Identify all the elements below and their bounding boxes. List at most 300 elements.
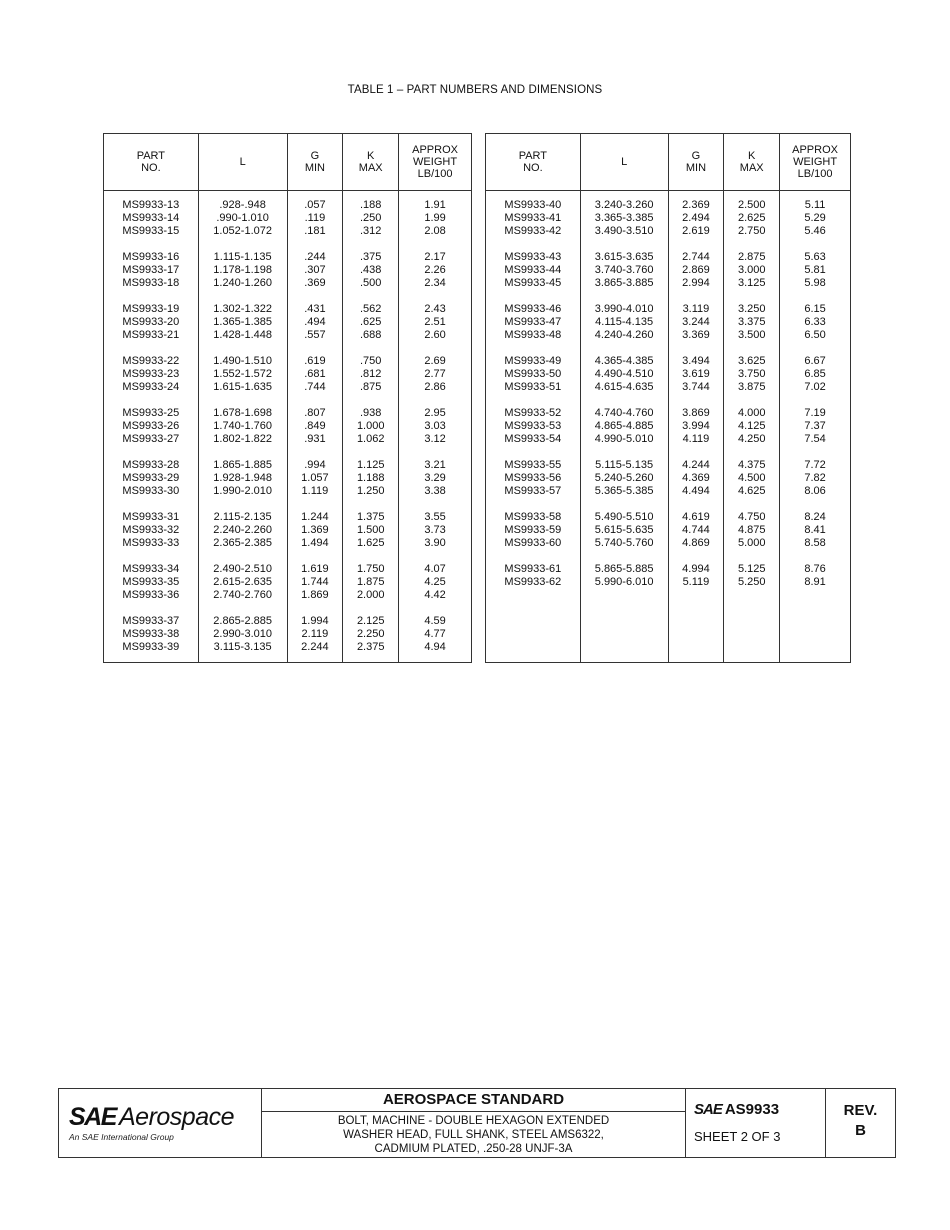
- k-max-cell: 3.500: [724, 329, 780, 342]
- length-cell: 1.678-1.698: [198, 407, 287, 420]
- weight-cell: 8.24: [780, 511, 851, 524]
- weight-cell: 2.86: [399, 381, 472, 394]
- table-row: [104, 329, 472, 342]
- length-cell: .928-.948: [198, 199, 287, 212]
- length-cell: 1.302-1.322: [198, 303, 287, 316]
- k-max-cell: .938: [343, 407, 399, 420]
- part-number-cell: MS9933-61: [504, 563, 562, 575]
- g-min-cell: 2.869: [668, 264, 724, 277]
- spacer-cell: [668, 641, 724, 654]
- spacer-cell: [668, 589, 724, 602]
- part-number-cell: MS9933-34: [122, 563, 180, 575]
- length-cell: 5.865-5.885: [580, 563, 668, 576]
- part-number-cell: MS9933-16: [122, 251, 180, 263]
- weight-cell: 4.77: [399, 628, 472, 641]
- weight-cell: 7.72: [780, 459, 851, 472]
- spacer-row: [104, 290, 472, 303]
- spacer-cell: [668, 498, 724, 511]
- weight-cell: 2.51: [399, 316, 472, 329]
- spacer-cell: [724, 238, 780, 251]
- g-min-cell: .931: [287, 433, 343, 446]
- k-max-cell: 3.875: [724, 381, 780, 394]
- description-line: CADMIUM PLATED, .250-28 UNJF-3A: [374, 1143, 573, 1155]
- spacer-row: [104, 342, 472, 355]
- table-row: [486, 381, 851, 394]
- spacer-cell: [580, 550, 668, 563]
- length-cell: 3.740-3.760: [580, 264, 668, 277]
- spacer-cell: [287, 602, 343, 615]
- header-k-max: K MAX: [343, 134, 399, 191]
- length-cell: 4.365-4.385: [580, 355, 668, 368]
- spacer-cell: [580, 498, 668, 511]
- spacer-cell: [198, 191, 287, 200]
- weight-cell: 4.42: [399, 589, 472, 602]
- table-row: [104, 355, 472, 368]
- k-max-cell: 4.125: [724, 420, 780, 433]
- g-min-cell: .307: [287, 264, 343, 277]
- length-cell: 5.615-5.635: [580, 524, 668, 537]
- weight-cell: 2.26: [399, 264, 472, 277]
- g-min-cell: 2.619: [668, 225, 724, 238]
- spacer-cell: [780, 602, 851, 615]
- spacer-cell: [104, 191, 199, 200]
- g-min-cell: .431: [287, 303, 343, 316]
- spacer-cell: [668, 654, 724, 663]
- part-number-cell: MS9933-35: [122, 576, 180, 588]
- k-max-cell: 1.125: [343, 459, 399, 472]
- g-min-cell: .807: [287, 407, 343, 420]
- spacer-cell: [287, 191, 343, 200]
- g-min-cell: 3.369: [668, 329, 724, 342]
- k-max-cell: .750: [343, 355, 399, 368]
- spacer-cell: [486, 394, 581, 407]
- length-cell: 3.115-3.135: [198, 641, 287, 654]
- spacer-cell: [104, 602, 199, 615]
- k-max-cell: 4.250: [724, 433, 780, 446]
- spacer-cell: [724, 394, 780, 407]
- table-row: [104, 641, 472, 654]
- spacer-cell: [580, 191, 668, 200]
- g-min-cell: 5.119: [668, 576, 724, 589]
- length-cell: 1.490-1.510: [198, 355, 287, 368]
- length-cell: 1.928-1.948: [198, 472, 287, 485]
- length-cell: 5.740-5.760: [580, 537, 668, 550]
- table-row: [486, 420, 851, 433]
- spacer-cell: [668, 290, 724, 303]
- spacer-cell: [343, 290, 399, 303]
- header-part-no: PART NO.: [486, 134, 581, 191]
- k-max-cell: 4.875: [724, 524, 780, 537]
- length-cell: 1.178-1.198: [198, 264, 287, 277]
- part-number-cell: MS9933-56: [504, 472, 562, 484]
- length-cell: 1.740-1.760: [198, 420, 287, 433]
- weight-cell: 2.34: [399, 277, 472, 290]
- sae-logo-mark: SAE: [694, 1101, 722, 1118]
- length-cell: 5.490-5.510: [580, 511, 668, 524]
- header-g-min: G MIN: [287, 134, 343, 191]
- length-cell: 2.365-2.385: [198, 537, 287, 550]
- part-number-cell: MS9933-50: [504, 368, 562, 380]
- logo-tagline: An SAE International Group: [69, 1132, 174, 1142]
- table-row: [104, 589, 472, 602]
- weight-cell: 7.02: [780, 381, 851, 394]
- g-min-cell: 3.744: [668, 381, 724, 394]
- spacer-row: [486, 641, 851, 654]
- weight-cell: 4.25: [399, 576, 472, 589]
- g-min-cell: 2.744: [668, 251, 724, 264]
- spacer-cell: [724, 191, 780, 200]
- table-row: [104, 576, 472, 589]
- length-cell: 1.552-1.572: [198, 368, 287, 381]
- spacer-cell: [343, 654, 399, 663]
- weight-cell: 6.33: [780, 316, 851, 329]
- k-max-cell: .438: [343, 264, 399, 277]
- table-row: [104, 537, 472, 550]
- g-min-cell: 3.244: [668, 316, 724, 329]
- length-cell: 1.990-2.010: [198, 485, 287, 498]
- k-max-cell: 1.375: [343, 511, 399, 524]
- weight-cell: 5.98: [780, 277, 851, 290]
- length-cell: 3.615-3.635: [580, 251, 668, 264]
- part-number-cell: MS9933-17: [122, 264, 180, 276]
- spacer-cell: [486, 628, 581, 641]
- part-number-cell: MS9933-43: [504, 251, 562, 263]
- weight-cell: 8.58: [780, 537, 851, 550]
- spacer-cell: [724, 446, 780, 459]
- length-cell: 5.365-5.385: [580, 485, 668, 498]
- header-l: L: [580, 134, 668, 191]
- part-number-cell: MS9933-49: [504, 355, 562, 367]
- spacer-cell: [724, 615, 780, 628]
- table-row: [486, 563, 851, 576]
- length-cell: 3.365-3.385: [580, 212, 668, 225]
- part-number-cell: MS9933-20: [122, 316, 180, 328]
- part-number-cell: MS9933-31: [122, 511, 180, 523]
- g-min-cell: 2.244: [287, 641, 343, 654]
- spacer-cell: [580, 290, 668, 303]
- g-min-cell: 1.119: [287, 485, 343, 498]
- spacer-cell: [724, 641, 780, 654]
- spacer-cell: [287, 238, 343, 251]
- spacer-cell: [287, 290, 343, 303]
- table-row: [104, 628, 472, 641]
- part-number-cell: MS9933-39: [122, 641, 180, 653]
- spacer-cell: [580, 602, 668, 615]
- g-min-cell: 1.244: [287, 511, 343, 524]
- spacer-cell: [399, 654, 472, 663]
- table-row: [486, 212, 851, 225]
- weight-cell: 7.37: [780, 420, 851, 433]
- part-number-cell: MS9933-55: [504, 459, 562, 471]
- spacer-cell: [486, 446, 581, 459]
- g-min-cell: 4.744: [668, 524, 724, 537]
- part-number-cell: MS9933-57: [504, 485, 562, 497]
- spacer-cell: [287, 498, 343, 511]
- part-number-cell: MS9933-26: [122, 420, 180, 432]
- part-number-cell: MS9933-32: [122, 524, 180, 536]
- k-max-cell: .812: [343, 368, 399, 381]
- k-max-cell: 5.000: [724, 537, 780, 550]
- table-row: [104, 381, 472, 394]
- table-row: [104, 199, 472, 212]
- part-number-cell: MS9933-28: [122, 459, 180, 471]
- spacer-cell: [343, 238, 399, 251]
- part-number-cell: MS9933-40: [504, 199, 562, 211]
- spacer-cell: [580, 394, 668, 407]
- weight-cell: 4.59: [399, 615, 472, 628]
- part-number-cell: MS9933-38: [122, 628, 180, 640]
- length-cell: 3.865-3.885: [580, 277, 668, 290]
- length-cell: 4.615-4.635: [580, 381, 668, 394]
- spacer-cell: [724, 290, 780, 303]
- spacer-row: [486, 498, 851, 511]
- k-max-cell: 3.750: [724, 368, 780, 381]
- weight-cell: 2.17: [399, 251, 472, 264]
- spacer-cell: [486, 498, 581, 511]
- spacer-cell: [486, 589, 581, 602]
- length-cell: 2.990-3.010: [198, 628, 287, 641]
- spacer-cell: [486, 641, 581, 654]
- header-l: L: [198, 134, 287, 191]
- weight-cell: 4.07: [399, 563, 472, 576]
- k-max-cell: 1.000: [343, 420, 399, 433]
- k-max-cell: .188: [343, 199, 399, 212]
- k-max-cell: .562: [343, 303, 399, 316]
- table-row: [486, 316, 851, 329]
- k-max-cell: 4.000: [724, 407, 780, 420]
- g-min-cell: 3.994: [668, 420, 724, 433]
- spacer-cell: [724, 628, 780, 641]
- part-number-cell: MS9933-29: [122, 472, 180, 484]
- weight-cell: 6.85: [780, 368, 851, 381]
- spacer-cell: [668, 550, 724, 563]
- table-row: [486, 576, 851, 589]
- spacer-cell: [580, 342, 668, 355]
- table-row: [486, 407, 851, 420]
- table-row: [486, 511, 851, 524]
- g-min-cell: 4.869: [668, 537, 724, 550]
- part-number-cell: MS9933-51: [504, 381, 562, 393]
- table-row: [486, 537, 851, 550]
- k-max-cell: 5.250: [724, 576, 780, 589]
- part-number-cell: MS9933-37: [122, 615, 180, 627]
- spacer-cell: [399, 602, 472, 615]
- spacer-cell: [780, 641, 851, 654]
- k-max-cell: 3.625: [724, 355, 780, 368]
- weight-cell: 2.43: [399, 303, 472, 316]
- spacer-cell: [198, 602, 287, 615]
- length-cell: 5.115-5.135: [580, 459, 668, 472]
- spacer-row: [486, 394, 851, 407]
- part-number-cell: MS9933-18: [122, 277, 180, 289]
- spacer-cell: [580, 628, 668, 641]
- table-row: [104, 615, 472, 628]
- g-min-cell: 2.369: [668, 199, 724, 212]
- spacer-row: [486, 589, 851, 602]
- sae-logo-wordmark: Aerospace: [119, 1103, 235, 1131]
- part-number-cell: MS9933-24: [122, 381, 180, 393]
- length-cell: 1.240-1.260: [198, 277, 287, 290]
- spacer-cell: [343, 394, 399, 407]
- spacer-cell: [104, 394, 199, 407]
- part-number-cell: MS9933-46: [504, 303, 562, 315]
- spacer-cell: [780, 654, 851, 663]
- part-number-cell: MS9933-54: [504, 433, 562, 445]
- length-cell: 1.052-1.072: [198, 225, 287, 238]
- length-cell: 2.240-2.260: [198, 524, 287, 537]
- table-row: [486, 303, 851, 316]
- spacer-cell: [668, 191, 724, 200]
- length-cell: 5.990-6.010: [580, 576, 668, 589]
- table-row: [104, 303, 472, 316]
- weight-cell: 4.94: [399, 641, 472, 654]
- header-k-max: K MAX: [724, 134, 780, 191]
- part-number-cell: MS9933-47: [504, 316, 562, 328]
- document-number-cell: [686, 1089, 826, 1157]
- spacer-cell: [104, 342, 199, 355]
- spacer-cell: [486, 191, 581, 200]
- table-row: [486, 472, 851, 485]
- spacer-cell: [580, 589, 668, 602]
- k-max-cell: 3.125: [724, 277, 780, 290]
- table-row: [104, 563, 472, 576]
- spacer-cell: [343, 550, 399, 563]
- length-cell: 4.115-4.135: [580, 316, 668, 329]
- spacer-cell: [780, 550, 851, 563]
- g-min-cell: .119: [287, 212, 343, 225]
- g-min-cell: 3.869: [668, 407, 724, 420]
- k-max-cell: 3.250: [724, 303, 780, 316]
- weight-cell: 5.29: [780, 212, 851, 225]
- spacer-cell: [399, 446, 472, 459]
- part-number-cell: MS9933-21: [122, 329, 180, 341]
- g-min-cell: 4.119: [668, 433, 724, 446]
- revision-value: B: [855, 1122, 866, 1139]
- length-cell: 1.615-1.635: [198, 381, 287, 394]
- spacer-cell: [287, 446, 343, 459]
- k-max-cell: 2.625: [724, 212, 780, 225]
- part-number-cell: MS9933-58: [504, 511, 562, 523]
- g-min-cell: .057: [287, 199, 343, 212]
- weight-cell: 3.38: [399, 485, 472, 498]
- weight-cell: 3.73: [399, 524, 472, 537]
- length-cell: 4.240-4.260: [580, 329, 668, 342]
- k-max-cell: 1.250: [343, 485, 399, 498]
- description-line: BOLT, MACHINE - DOUBLE HEXAGON EXTENDED: [337, 1115, 610, 1127]
- spacer-cell: [724, 342, 780, 355]
- g-min-cell: .681: [287, 368, 343, 381]
- g-min-cell: .619: [287, 355, 343, 368]
- weight-cell: 8.91: [780, 576, 851, 589]
- g-min-cell: 1.494: [287, 537, 343, 550]
- length-cell: 2.490-2.510: [198, 563, 287, 576]
- g-min-cell: 4.369: [668, 472, 724, 485]
- k-max-cell: 1.188: [343, 472, 399, 485]
- spacer-cell: [198, 342, 287, 355]
- spacer-cell: [287, 342, 343, 355]
- g-min-cell: 2.119: [287, 628, 343, 641]
- length-cell: 5.240-5.260: [580, 472, 668, 485]
- g-min-cell: 4.994: [668, 563, 724, 576]
- part-number-cell: MS9933-22: [122, 355, 180, 367]
- k-max-cell: 2.750: [724, 225, 780, 238]
- weight-cell: 8.41: [780, 524, 851, 537]
- length-cell: 1.802-1.822: [198, 433, 287, 446]
- spacer-row: [486, 290, 851, 303]
- length-cell: 1.865-1.885: [198, 459, 287, 472]
- spacer-cell: [287, 654, 343, 663]
- k-max-cell: 1.750: [343, 563, 399, 576]
- weight-cell: 2.95: [399, 407, 472, 420]
- spacer-row: [486, 615, 851, 628]
- spacer-cell: [486, 550, 581, 563]
- table-row: [104, 485, 472, 498]
- spacer-row: [104, 550, 472, 563]
- k-max-cell: .375: [343, 251, 399, 264]
- k-max-cell: 1.625: [343, 537, 399, 550]
- weight-cell: 8.06: [780, 485, 851, 498]
- table-row: [104, 420, 472, 433]
- g-min-cell: 1.619: [287, 563, 343, 576]
- spacer-row: [486, 238, 851, 251]
- length-cell: 1.365-1.385: [198, 316, 287, 329]
- header-part-no: PART NO.: [104, 134, 199, 191]
- part-number-cell: MS9933-62: [504, 576, 562, 588]
- weight-cell: 6.15: [780, 303, 851, 316]
- document-number: [694, 1101, 779, 1118]
- part-number-cell: MS9933-44: [504, 264, 562, 276]
- g-min-cell: 1.057: [287, 472, 343, 485]
- length-cell: 4.865-4.885: [580, 420, 668, 433]
- weight-cell: 1.99: [399, 212, 472, 225]
- spacer-cell: [486, 238, 581, 251]
- weight-cell: 2.77: [399, 368, 472, 381]
- spacer-cell: [486, 290, 581, 303]
- weight-cell: 3.29: [399, 472, 472, 485]
- k-max-cell: 4.500: [724, 472, 780, 485]
- part-number-cell: MS9933-53: [504, 420, 562, 432]
- spacer-cell: [724, 654, 780, 663]
- g-min-cell: 1.869: [287, 589, 343, 602]
- logo-cell: [59, 1089, 262, 1157]
- length-cell: 1.428-1.448: [198, 329, 287, 342]
- table-row: [486, 433, 851, 446]
- spacer-cell: [399, 342, 472, 355]
- length-cell: 4.740-4.760: [580, 407, 668, 420]
- g-min-cell: .181: [287, 225, 343, 238]
- weight-cell: 6.67: [780, 355, 851, 368]
- part-number-cell: MS9933-52: [504, 407, 562, 419]
- weight-cell: 5.11: [780, 199, 851, 212]
- g-min-cell: 1.994: [287, 615, 343, 628]
- table-row: [104, 368, 472, 381]
- k-max-cell: 2.000: [343, 589, 399, 602]
- spacer-cell: [580, 238, 668, 251]
- g-min-cell: 1.744: [287, 576, 343, 589]
- spacer-cell: [780, 394, 851, 407]
- g-min-cell: .369: [287, 277, 343, 290]
- spacer-cell: [724, 589, 780, 602]
- spacer-row: [104, 394, 472, 407]
- g-min-cell: 3.619: [668, 368, 724, 381]
- length-cell: 4.990-5.010: [580, 433, 668, 446]
- weight-cell: 7.54: [780, 433, 851, 446]
- weight-cell: 3.90: [399, 537, 472, 550]
- weight-cell: 2.60: [399, 329, 472, 342]
- k-max-cell: .250: [343, 212, 399, 225]
- spacer-cell: [668, 394, 724, 407]
- spacer-cell: [780, 498, 851, 511]
